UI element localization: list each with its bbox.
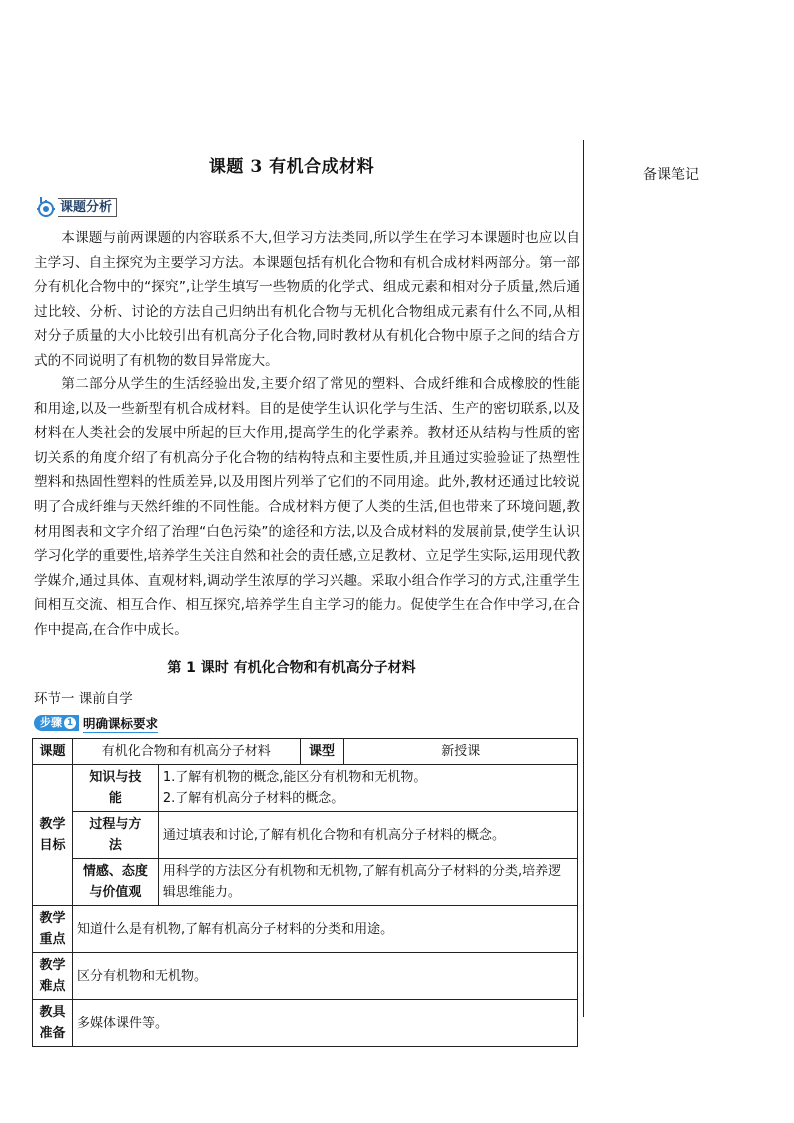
step-header <box>34 714 158 732</box>
table-row <box>33 812 578 859</box>
goal-name: 过程与方法 <box>72 812 158 859</box>
goal-name: 情感、态度与价值观 <box>72 859 158 906</box>
table-row <box>33 765 578 812</box>
key-label: 教学重点 <box>33 906 73 953</box>
lesson-title: 第 1 课时 有机化合物和有机高分子材料 <box>167 660 416 676</box>
tag-label: 课题分析 <box>58 198 117 217</box>
difficulty-label: 教学难点 <box>33 953 73 1000</box>
step-badge-text: 步骤 <box>40 716 62 729</box>
gear-bulb-icon <box>34 197 58 217</box>
page-title: 课题 3 有机合成材料 <box>208 157 375 177</box>
step-badge <box>34 715 79 731</box>
type-label: 课型 <box>300 739 344 765</box>
goal-content: 通过填表和讨论,了解有机化合物和有机高分子材料的概念。 <box>158 812 577 859</box>
table-row <box>33 1000 578 1047</box>
type-value: 新授课 <box>344 739 578 765</box>
table-row <box>33 953 578 1000</box>
analysis-paragraph-2: 第二部分从学生的生活经验出发,主要介绍了常见的塑料、合成纤维和合成橡胶的性能和用途,以及一些新型有机合成材料。目的是使学生认识化学与生活、生产的密切联系,以及材料在人类社会的发展中所起的巨大作用,提高学生的化学素养。教材还从结构与性质的密切关系的角度介绍了有机高分子化合物的结构特点和主要性质,并且通过实验验证了热塑性塑料和热固性塑料的性质差异,以及用图片列举了它们的不同用途。此外,教材还通过比较说明了合成纤维与天然纤维的不同性能。合成材料方便了人类的生活,但也带来了环境问题,教材用图表和文字介绍了治理“白色污染”的途径和方法,以及合成材料的发展前景,使学生认识学习化学的重要性,培养学生关注自然和社会的责任感,立足教材、立足学生实际,运用现代教学媒介,通过具体、直观材料,调动学生浓厚的学习兴趣。采取小组合作学习的方式,注重学生间相互交流、相互合作、相互探究,培养学生自主学习的能力。促使学生在合作中学习,在合作中提高,在合作中成长。 <box>34 376 580 638</box>
topic-label: 课题 <box>33 739 73 765</box>
goal-content: 用科学的方法区分有机物和无机物,了解有机高分子材料的分类,培养逻辑思维能力。 <box>158 859 577 906</box>
sidebar-note: 备课笔记 <box>643 167 699 183</box>
step-label: 明确课标要求 <box>83 715 159 731</box>
lesson-plan-table <box>32 738 578 1047</box>
table-row <box>33 906 578 953</box>
section-label: 环节一 课前自学 <box>34 691 133 707</box>
goal-line: 2.了解有机高分子材料的概念。 <box>162 791 345 806</box>
margin-divider <box>583 140 584 1017</box>
goals-label: 教学目标 <box>33 765 73 906</box>
key-value: 知道什么是有机物,了解有机高分子材料的分类和用途。 <box>72 906 577 953</box>
goal-line: 1.了解有机物的概念,能区分有机物和无机物。 <box>162 770 427 785</box>
tools-value: 多媒体课件等。 <box>72 1000 577 1047</box>
tools-label: 教具准备 <box>33 1000 73 1047</box>
topic-value: 有机化合物和有机高分子材料 <box>72 739 300 765</box>
analysis-paragraph-1: 本课题与前两课题的内容联系不大,但学习方法类同,所以学生在学习本课题时也应以自主学习、自主探究为主要学习方法。本课题包括有机化合物和有机合成材料两部分。第一部分有机化合物中的“探究”,让学生填写一些物质的化学式、组成元素和相对分子质量,然后通过比较、分析、讨论的方法自己归纳出有机化合物与无机化合物组成元素有什么不同,从相对分子质量的大小比较引出有机高分子化合物,同时教材从有机化合物中原子之间的结合方式的不同说明了有机物的数目异常庞大。 <box>34 230 580 369</box>
step-number: 1 <box>64 717 76 729</box>
difficulty-value: 区分有机物和无机物。 <box>72 953 577 1000</box>
goal-content <box>158 765 577 812</box>
table-row <box>33 859 578 906</box>
section-tag <box>34 197 117 217</box>
goal-name: 知识与技能 <box>72 765 158 812</box>
table-row <box>33 739 578 765</box>
